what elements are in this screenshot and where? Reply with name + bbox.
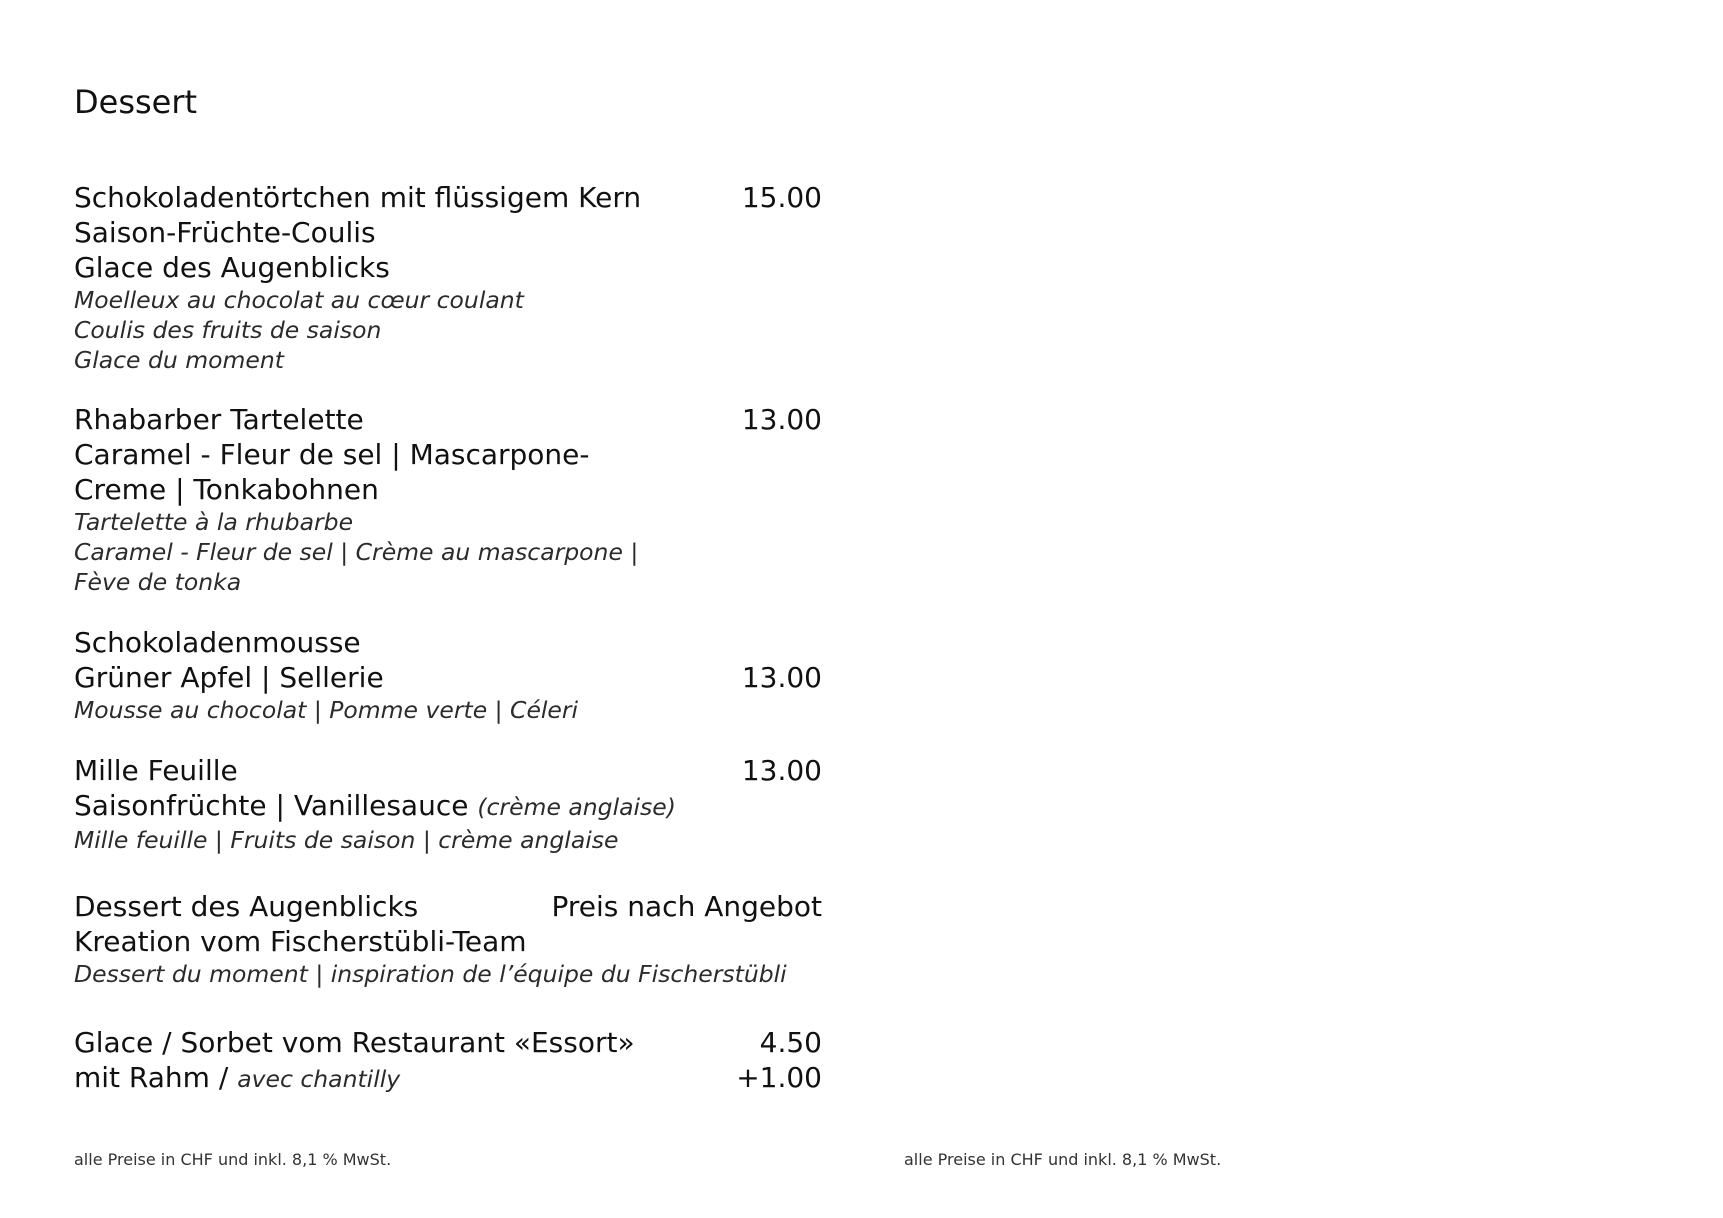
- menu-item: [74, 753, 822, 855]
- item-name: Schokoladentörtchen mit flüssigem Kern: [74, 181, 642, 214]
- menu-item: [74, 889, 822, 989]
- item-name-line: [74, 660, 822, 695]
- footer-price-note-right: alle Preise in CHF und inkl. 8,1 % MwSt.: [904, 1150, 1222, 1169]
- page-title: Dessert: [74, 83, 198, 121]
- menu-item: [74, 180, 822, 375]
- item-name-line: Saison-Früchte-Coulis: [74, 216, 376, 249]
- item-french-line: Moelleux au chocolat au cœur coulant: [74, 286, 524, 314]
- item-name: mit Rahm /: [74, 1061, 229, 1094]
- menu-item: [74, 1025, 822, 1097]
- item-name-line: [74, 1025, 822, 1060]
- item-name-line: [74, 889, 822, 924]
- item-name: Mille Feuille: [74, 754, 238, 787]
- item-name-line: Kreation vom Fischerstübli-Team: [74, 925, 527, 958]
- item-price: 13.00: [741, 754, 822, 787]
- item-price: 13.00: [741, 403, 822, 436]
- item-name-line: [74, 788, 822, 825]
- item-name-line: [74, 753, 822, 788]
- item-name-line: Creme | Tonkabohnen: [74, 473, 379, 506]
- item-name: Rhabarber Tartelette: [74, 403, 364, 436]
- item-name: Glace / Sorbet vom Restaurant «Essort»: [74, 1026, 635, 1059]
- item-french-line: Tartelette à la rhubarbe: [74, 508, 354, 536]
- item-name-line: Caramel - Fleur de sel | Mascarpone-: [74, 438, 590, 471]
- item-name-line: Schokoladenmousse: [74, 626, 361, 659]
- item-price: 15.00: [741, 181, 822, 214]
- item-french-line: Mousse au chocolat | Pomme verte | Céleri: [74, 696, 579, 724]
- item-french-line: Glace du moment: [74, 346, 284, 374]
- menu-item: [74, 402, 822, 597]
- item-french-line: Fève de tonka: [74, 568, 242, 596]
- item-name-line: [74, 1060, 822, 1097]
- item-name: Saisonfrüchte | Vanillesauce: [74, 789, 469, 822]
- item-french-line: Dessert du moment | inspiration de l’équipe du Fischerstübli: [74, 960, 787, 988]
- item-name: Grüner Apfel | Sellerie: [74, 661, 384, 694]
- item-french-line: Coulis des fruits de saison: [74, 316, 382, 344]
- item-price: Preis nach Angebot: [551, 890, 822, 923]
- item-name-note: (crème anglaise): [477, 793, 676, 821]
- item-extra-price: +1.00: [736, 1061, 822, 1094]
- item-name: Dessert des Augenblicks: [74, 890, 419, 923]
- item-name-line: [74, 180, 822, 215]
- item-price: 4.50: [759, 1026, 822, 1059]
- item-french-line: Mille feuille | Fruits de saison | crème anglaise: [74, 826, 619, 854]
- footer-price-note-left: alle Preise in CHF und inkl. 8,1 % MwSt.: [74, 1150, 392, 1169]
- item-name-line: Glace des Augenblicks: [74, 251, 390, 284]
- item-name-line: [74, 402, 822, 437]
- menu-item: [74, 625, 822, 725]
- item-price: 13.00: [741, 661, 822, 694]
- item-name-note: avec chantilly: [237, 1065, 401, 1093]
- item-french-line: Caramel - Fleur de sel | Crème au mascarpone |: [74, 538, 639, 566]
